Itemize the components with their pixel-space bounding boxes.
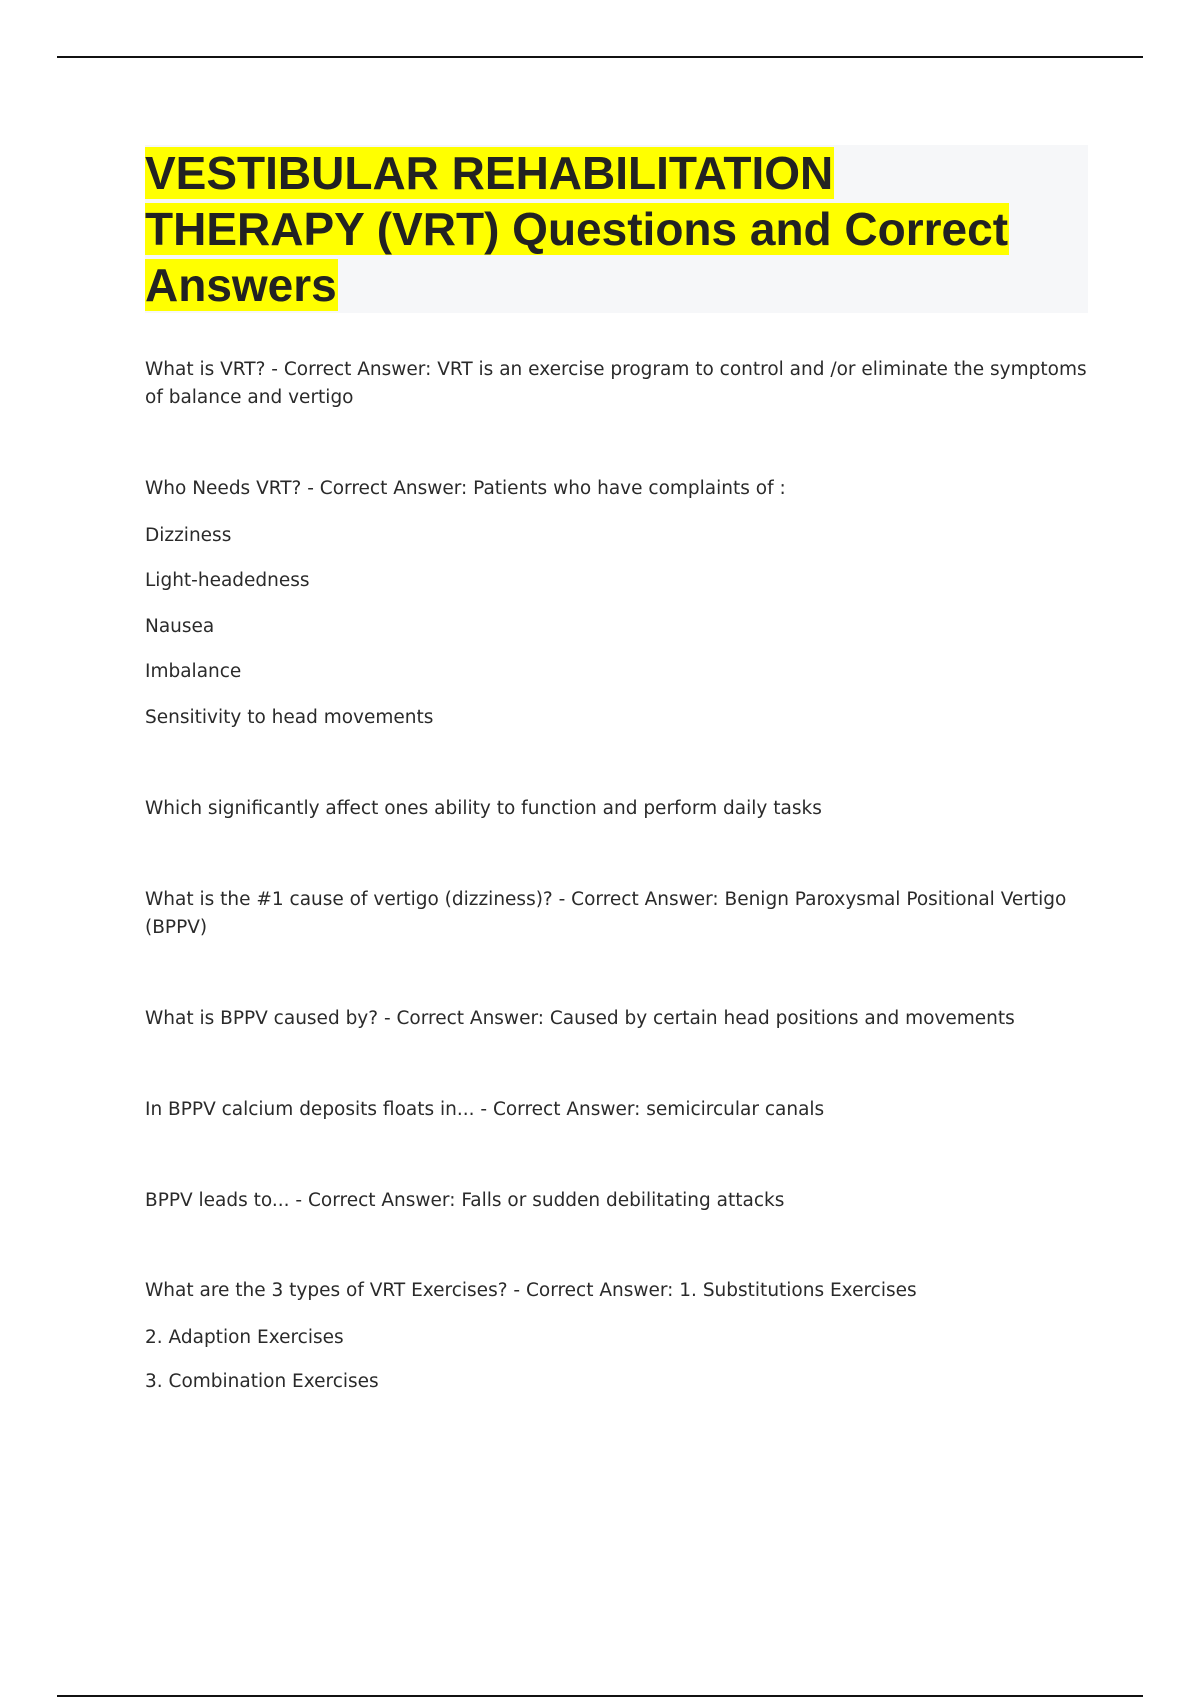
list-item: Sensitivity to head movements xyxy=(145,707,434,728)
list-item: 3. Combination Exercises xyxy=(145,1371,379,1392)
list-item: Imbalance xyxy=(145,661,242,682)
page-title xyxy=(145,145,1088,313)
list-item: 2. Adaption Exercises xyxy=(145,1327,344,1348)
qa-number-one-cause: What is the #1 cause of vertigo (dizziness)? - Correct Answer: Benign Paroxysmal Positional Vertigo (BPPV) xyxy=(145,889,1067,938)
qa-who-needs-vrt: Who Needs VRT? - Correct Answer: Patients who have complaints of : xyxy=(145,478,786,499)
qa-what-is-vrt: What is VRT? - Correct Answer: VRT is an exercise program to control and /or eliminate the symptoms of balance and vertigo xyxy=(145,359,1087,408)
title-line-3: Answers xyxy=(145,259,337,311)
qa-followup: Which significantly affect ones ability to function and perform daily tasks xyxy=(145,798,822,819)
qa-bppv-caused-by: What is BPPV caused by? - Correct Answer: Caused by certain head positions and movements xyxy=(145,1008,1015,1029)
list-item: Dizziness xyxy=(145,525,232,546)
title-line-1: VESTIBULAR REHABILITATION xyxy=(145,147,834,199)
list-item: Nausea xyxy=(145,616,215,637)
bottom-rule xyxy=(57,1695,1143,1697)
qa-vrt-exercise-types: What are the 3 types of VRT Exercises? - Correct Answer: 1. Substitutions Exercises xyxy=(145,1280,917,1301)
list-item: Light-headedness xyxy=(145,570,310,591)
title-line-2: THERAPY (VRT) Questions and Correct xyxy=(145,203,1009,255)
top-rule xyxy=(57,56,1143,58)
qa-calcium-deposits: In BPPV calcium deposits floats in... - Correct Answer: semicircular canals xyxy=(145,1099,825,1120)
qa-bppv-leads-to: BPPV leads to... - Correct Answer: Falls or sudden debilitating attacks xyxy=(145,1190,785,1211)
title-block xyxy=(145,145,1088,313)
